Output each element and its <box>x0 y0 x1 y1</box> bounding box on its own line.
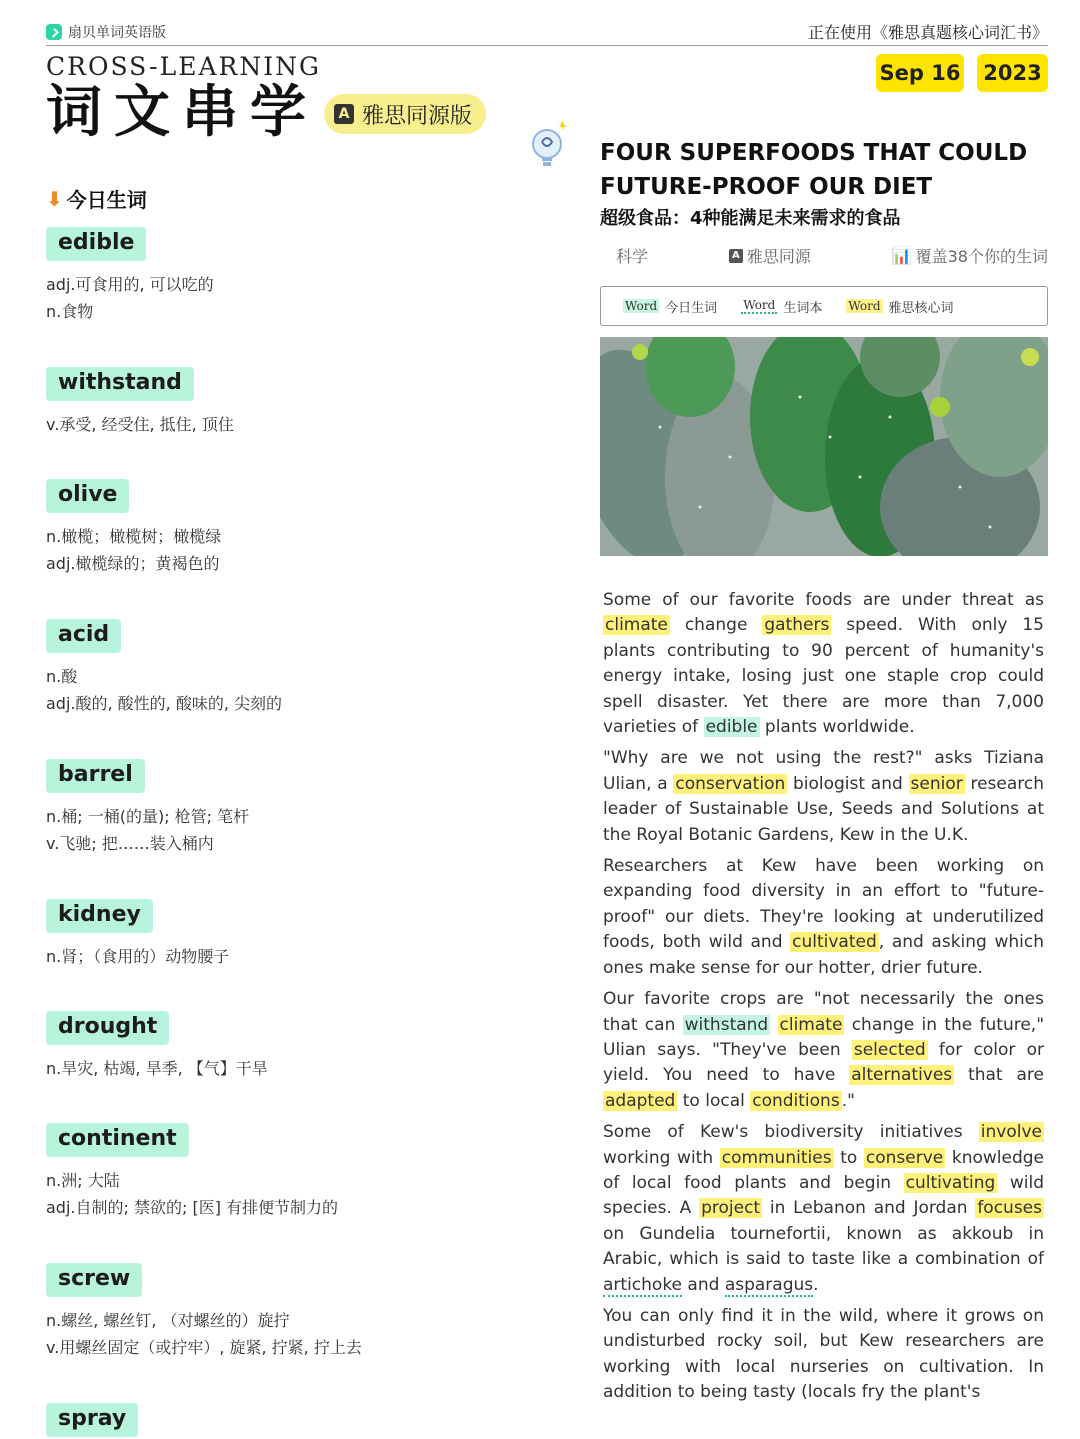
source-label[interactable] <box>729 244 811 267</box>
article-paragraph: Researchers at Kew have been working on expanding food diversity in an effort to "future-proof" our diets. They're looking at underutilized foods, both wild and cultivated , and asking which ones make sense for our hotter, drier future. <box>603 856 1044 978</box>
ielts-core-word[interactable]: conserve <box>865 1147 944 1168</box>
ielts-core-word[interactable]: selected <box>853 1039 926 1060</box>
vocab-item <box>46 1403 566 1437</box>
definition-line: n.旱灾, 枯竭, 旱季, 【气】干旱 <box>46 1059 268 1078</box>
article-paragraph: Some of our favorite foods are under threat as climate change gathers speed. With only 15 plants contributing to 90 percent of humanity's energy intake, losing just one staple crop could spell disaster. Yet there are more than 7,000 varieties of edible plants worldwide. <box>603 590 1044 738</box>
cross-learning-label: CROSS-LEARNING <box>46 52 321 81</box>
vocab-word[interactable]: withstand <box>46 367 194 401</box>
ielts-core-word[interactable]: conditions <box>752 1090 840 1111</box>
ielts-core-word[interactable]: cultivating <box>905 1172 996 1193</box>
vocab-definition <box>46 803 566 857</box>
definition-line: n.食物 <box>46 302 94 321</box>
vocab-word[interactable]: drought <box>46 1011 169 1045</box>
definition-line: n.洲; 大陆 <box>46 1171 120 1190</box>
ielts-core-word[interactable]: focuses <box>977 1198 1042 1219</box>
app-logo-icon <box>46 24 62 40</box>
edition-badge-label: 雅思同源版 <box>362 103 473 129</box>
coverage-text: 覆盖38个你的生词 <box>915 247 1048 266</box>
vocab-item <box>46 367 566 438</box>
highlight-legend <box>600 286 1048 326</box>
vocab-item <box>46 899 566 970</box>
definition-line: n.桶; 一桶(的量); 枪管; 笔杆 <box>46 807 250 826</box>
vocab-item <box>46 759 566 857</box>
definition-line: n.橄榄；橄榄树；橄榄绿 <box>46 527 222 546</box>
top-bar <box>46 18 1048 46</box>
ielts-core-word[interactable]: project <box>701 1198 761 1219</box>
vocab-item <box>46 227 566 325</box>
vocab-word[interactable]: barrel <box>46 759 145 793</box>
ielts-core-word[interactable]: senior <box>910 773 963 794</box>
vocab-definition <box>46 1167 566 1221</box>
today-words-heading <box>46 184 147 213</box>
definition-line: adj.酸的, 酸性的, 酸味的, 尖刻的 <box>46 694 283 713</box>
brand[interactable] <box>46 22 166 42</box>
vocab-definition <box>46 271 566 325</box>
ielts-core-word[interactable]: adapted <box>605 1090 676 1111</box>
wordbook-word[interactable]: artichoke <box>603 1274 683 1295</box>
legend-label: 今日生词 <box>665 300 718 316</box>
vocab-item <box>46 619 566 717</box>
definition-line: v.用螺丝固定（或拧牢）, 旋紧, 拧紧, 拧上去 <box>46 1338 362 1357</box>
today-word[interactable]: edible <box>705 717 758 738</box>
definition-line: adj.橄榄绿的；黄褐色的 <box>46 554 220 573</box>
legend-wordbook <box>741 297 822 316</box>
legend-ielts-core <box>846 297 953 316</box>
ielts-core-word[interactable]: cultivated <box>792 932 877 953</box>
vocab-definition <box>46 943 566 970</box>
ielts-a-icon: A <box>334 104 354 124</box>
legend-swatch: Word <box>743 298 776 312</box>
ielts-core-word[interactable]: conservation <box>675 773 786 794</box>
today-words-label: 今日生词 <box>66 188 147 212</box>
article-body <box>603 588 1044 1412</box>
definition-line: adj.可食用的, 可以吃的 <box>46 275 214 294</box>
definition-line: adj.自制的; 禁欲的; [医] 有排便节制力的 <box>46 1198 339 1217</box>
coverage-label[interactable] <box>892 244 1048 267</box>
vocab-item <box>46 1011 566 1082</box>
today-word[interactable]: withstand <box>684 1014 769 1035</box>
legend-swatch: Word <box>848 299 881 313</box>
vocab-item <box>46 1263 566 1361</box>
legend-today <box>623 297 717 316</box>
article-paragraph: "Why are we not using the rest?" asks Tiziana Ulian, a conservation biologist and senior research leader of Sustainable Use, Seeds and Solutions at the Royal Botanic Gardens, Kew in the U.K. <box>603 748 1044 845</box>
vocab-item <box>46 479 566 577</box>
article-paragraph: You can only find it in the wild, where it grows on undisturbed rocky soil, but Kew researchers are working with local nurseries on cultivation. In addition to being tasty (locals fry the plant's <box>603 1305 1044 1403</box>
vocab-definition <box>46 1055 566 1082</box>
vocab-word[interactable]: screw <box>46 1263 142 1297</box>
ielts-core-word[interactable]: alternatives <box>851 1065 953 1086</box>
vocab-item <box>46 1123 566 1221</box>
ielts-core-word[interactable]: communities <box>721 1147 832 1168</box>
year-badge: 2023 <box>977 54 1048 92</box>
legend-label: 生词本 <box>783 300 823 316</box>
current-book-label[interactable]: 正在使用《雅思真题核心词汇书》 <box>807 23 1048 42</box>
article-meta <box>616 244 1048 267</box>
ielts-core-word[interactable]: climate <box>605 615 668 636</box>
vocab-word[interactable]: acid <box>46 619 121 653</box>
ielts-core-word[interactable]: gathers <box>764 615 830 636</box>
wordbook-word[interactable]: asparagus <box>724 1274 814 1295</box>
vocab-word[interactable]: spray <box>46 1403 138 1437</box>
ielts-core-word[interactable]: climate <box>779 1014 843 1035</box>
page-title: 词文串学 <box>46 79 318 145</box>
edition-badge <box>324 94 486 134</box>
vocab-definition <box>46 1307 566 1361</box>
article-subtitle: 超级食品：4种能满足未来需求的食品 <box>600 208 901 229</box>
definition-line: n.肾；（食用的）动物腰子 <box>46 947 230 966</box>
definition-line: n.螺丝, 螺丝钉, （对螺丝的）旋拧 <box>46 1311 290 1330</box>
article-title: FOUR SUPERFOODS THAT COULD FUTURE-PROOF OUR DIET <box>600 140 1028 200</box>
vocab-word[interactable]: continent <box>46 1123 189 1157</box>
vocab-word[interactable]: kidney <box>46 899 153 933</box>
vocab-word[interactable]: olive <box>46 479 129 513</box>
article-photo <box>600 337 1048 556</box>
vocab-definition <box>46 663 566 717</box>
definition-line: n.酸 <box>46 667 78 686</box>
category-label[interactable]: 科学 <box>616 247 649 266</box>
definition-line: v.承受, 经受住, 抵住, 顶住 <box>46 415 234 434</box>
vocab-definition <box>46 411 566 438</box>
brand-name: 扇贝单词英语版 <box>68 24 166 41</box>
definition-line: v.飞驰; 把……装入桶内 <box>46 834 214 853</box>
bar-chart-icon: 📊 <box>891 246 912 265</box>
vocab-word[interactable]: edible <box>46 227 146 261</box>
source-text: 雅思同源 <box>746 247 811 266</box>
vocab-definition <box>46 523 566 577</box>
ielts-a-icon: A <box>729 249 743 263</box>
down-arrow-icon: ⬇ <box>46 186 63 211</box>
legend-swatch: Word <box>625 299 658 313</box>
lightbulb-icon <box>528 120 568 180</box>
date-badge: Sep 16 <box>876 54 964 92</box>
article-paragraph: Some of Kew's biodiversity initiatives involve working with communities to conserve knowledge of local food plants and begin cultivating wild species. A project in Lebanon and Jordan focuses on Gundelia tournefortii, known as akkoub in Arabic, which is said to taste like a combination of artichoke and asparagus. <box>603 1122 1045 1295</box>
ielts-core-word[interactable]: involve <box>980 1122 1042 1143</box>
legend-label: 雅思核心词 <box>888 300 954 316</box>
article-paragraph: Our favorite crops are "not necessarily the ones that can withstand climate change in the future," Ulian says. "They've been selected for color or yield. You need to have alternatives that are adapted to local conditions ." <box>603 989 1045 1111</box>
